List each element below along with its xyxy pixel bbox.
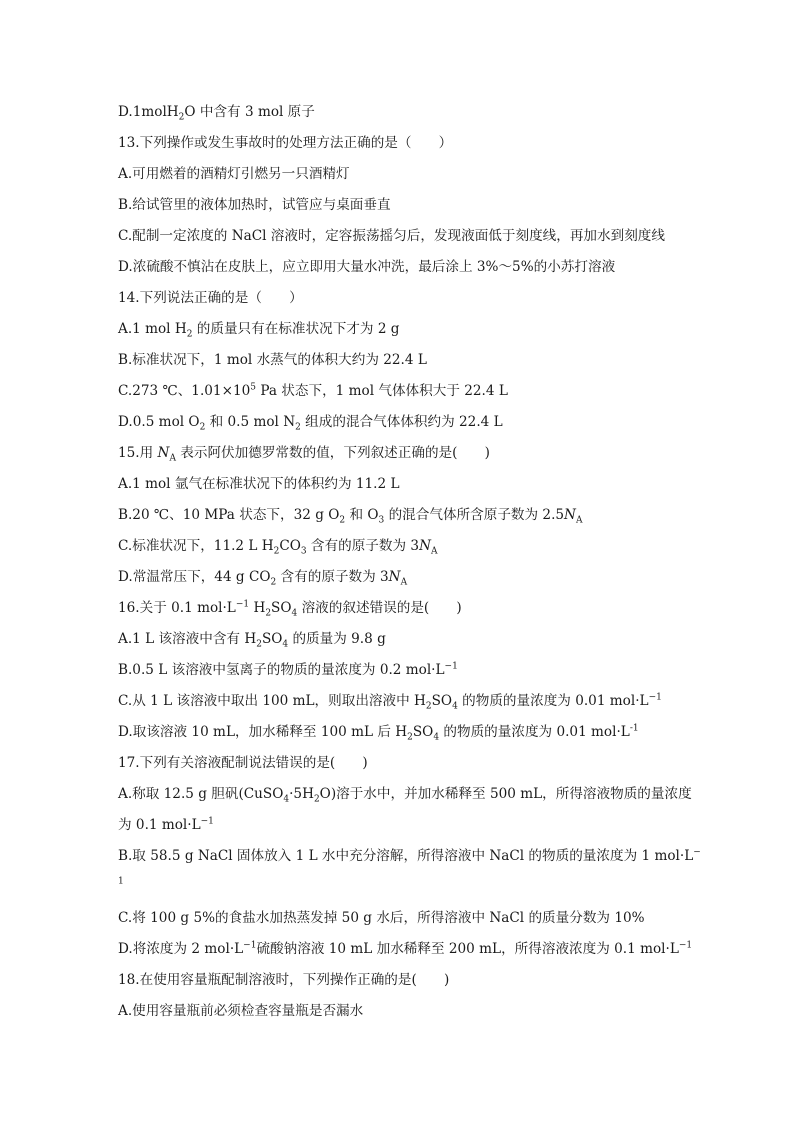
text-line [118, 226, 698, 246]
text-run: 16.关于 0.1 mol·L [118, 600, 236, 616]
text-run: H [249, 600, 266, 616]
text-run: ·5H [289, 786, 314, 802]
text-run: 13.下列操作或发生事故时的处理方法正确的是（ ） [118, 135, 453, 151]
text-run: SO [261, 631, 283, 647]
text-run: B.0.5 L 该溶液中氢离子的物质的量浓度为 0.2 mol·L [118, 662, 445, 678]
text-line [118, 257, 698, 277]
subscript: 2 [270, 577, 277, 588]
subscript: 3 [378, 515, 385, 526]
text-run: D.1molH [118, 104, 179, 120]
subscript: A [169, 453, 176, 464]
text-run: D.浓硫酸不慎沾在皮肤上，应立即用大量水冲洗，最后涂上 3%～5%的小苏打溶液 [118, 259, 616, 275]
superscript: 5 [250, 382, 256, 393]
question-18-stem [118, 970, 698, 990]
text-line [118, 815, 698, 835]
superscript: − [693, 847, 701, 858]
text-run: A.可用燃着的酒精灯引燃另一只酒精灯 [118, 166, 350, 182]
text-line [118, 474, 698, 494]
text-run: 17.下列有关溶液配制说法错误的是( ) [118, 755, 368, 771]
text-run: C.配制一定浓度的 NaCl 溶液时，定容振荡摇匀后，发现液面低于刻度线，再加水到刻度线 [118, 228, 665, 244]
text-run: 和 O [345, 507, 379, 523]
text-run: 的混合气体所含原子数为 2.5 [384, 507, 565, 523]
text-run: 15.用 [118, 445, 158, 461]
text-run: D.0.5 mol O [118, 414, 200, 430]
text-run: 的质量只有在标准状况下才为 2 g [192, 321, 400, 337]
text-line [118, 350, 698, 370]
question-14-stem [118, 288, 698, 308]
text-line [118, 660, 698, 680]
subscript: 4 [291, 608, 298, 619]
text-run: 和 0.5 mol N [205, 414, 296, 430]
text-line [118, 567, 698, 587]
italic-symbol: N [564, 507, 576, 523]
text-run: 表示阿伏加德罗常数的值，下列叙述正确的是( ) [175, 445, 490, 461]
text-run: D.将浓度为 2 mol·L [118, 941, 244, 957]
text-line [118, 195, 698, 215]
subscript: 4 [433, 732, 440, 743]
superscript: −1 [444, 661, 458, 672]
italic-symbol: N [419, 538, 431, 554]
subscript: 2 [339, 515, 346, 526]
text-run: CO [279, 538, 301, 554]
subscript: A [430, 546, 438, 557]
superscript: −1 [648, 692, 662, 703]
text-run: D.常温常压下，44 g CO [118, 569, 271, 585]
text-run: 18.在使用容量瓶配制溶液时，下列操作正确的是( ) [118, 972, 450, 988]
text-run: A.1 mol 氩气在标准状况下的体积约为 11.2 L [118, 476, 400, 492]
text-line [118, 164, 698, 184]
subscript: 3 [300, 546, 307, 557]
text-run: SO [271, 600, 292, 616]
text-line [118, 875, 698, 895]
text-run: D.取该溶液 10 mL，加水稀释至 100 mL 后 H [118, 724, 408, 740]
superscript: 1 [118, 876, 124, 887]
subscript: 2 [313, 794, 320, 805]
text-run: SO [431, 693, 453, 709]
subscript: 2 [273, 546, 280, 557]
subscript: A [575, 515, 583, 526]
text-line [118, 319, 698, 339]
text-line [118, 691, 698, 711]
text-run: B.取 58.5 g NaCl 固体放入 1 L 水中充分溶解，所得溶液中 NaCl 的物质的量浓度为 1 mol·L [118, 848, 694, 864]
subscript: 4 [282, 639, 289, 650]
question-13-stem [118, 133, 698, 153]
subscript: 2 [425, 701, 432, 712]
text-run: B.标准状况下，1 mol 水蒸气的体积大约为 22.4 L [118, 352, 427, 368]
text-run: 的质量为 9.8 g [288, 631, 386, 647]
text-line [118, 629, 698, 649]
text-line [118, 908, 698, 928]
subscript: 4 [452, 701, 458, 712]
text-run: A.使用容量瓶前必须检查容量瓶是否漏水 [118, 1003, 364, 1019]
text-run: C.从 1 L 该溶液中取出 100 mL，则取出溶液中 H [118, 693, 426, 709]
text-line [118, 1001, 698, 1021]
text-line [118, 505, 698, 525]
text-run: A.1 L 该溶液中含有 H [118, 631, 257, 647]
question-15-stem [118, 443, 698, 463]
text-line [118, 536, 698, 556]
superscript: −1 [200, 816, 214, 827]
text-run: 的物质的量浓度为 0.01 mol·L [439, 724, 630, 740]
text-run: A.称取 12.5 g 胆矾(CuSO [118, 786, 284, 802]
text-run: C.273 ℃、1.01×10 [118, 383, 251, 399]
text-line [118, 102, 698, 122]
italic-symbol: N [157, 445, 170, 461]
text-line [118, 939, 698, 959]
subscript: A [400, 577, 408, 588]
text-run: 组成的混合气体体积约为 22.4 L [300, 414, 503, 430]
text-run: 为 0.1 mol·L [118, 817, 201, 833]
subscript: 2 [256, 639, 262, 650]
text-run: C.将 100 g 5%的食盐水加热蒸发掉 50 g 水后，所得溶液中 NaCl 的质量分数为 10% [118, 910, 645, 926]
text-line [118, 412, 698, 432]
text-run: O)溶于水中，并加水稀释至 500 mL，所得溶液物质的量浓度 [319, 786, 692, 802]
text-run: 含有的原子数为 3 [276, 569, 389, 585]
superscript: −1 [678, 940, 693, 951]
text-run: 含有的原子数为 3 [306, 538, 420, 554]
subscript: 2 [199, 422, 206, 433]
text-line [118, 784, 698, 804]
superscript: −1 [235, 599, 250, 610]
text-run: B.给试管里的液体加热时，试管应与桌面垂直 [118, 197, 391, 213]
text-run: 14.下列说法正确的是（ ） [118, 290, 303, 306]
subscript: 2 [407, 732, 413, 743]
subscript: 4 [283, 794, 290, 805]
text-run: O 中含有 3 mol 原子 [184, 104, 315, 120]
text-run: B.20 ℃、10 MPa 状态下，32 g O [118, 507, 340, 523]
text-run: C.标准状况下，11.2 L H [118, 538, 274, 554]
subscript: 2 [265, 608, 272, 619]
text-line [118, 846, 701, 866]
subscript: 2 [295, 422, 301, 433]
question-16-stem [118, 598, 698, 618]
text-run: 溶液的叙述错误的是( ) [297, 600, 462, 616]
superscript: -1 [629, 723, 639, 734]
text-line [118, 381, 698, 401]
subscript: 2 [186, 329, 193, 340]
subscript: 2 [178, 112, 185, 123]
italic-symbol: N [388, 569, 401, 585]
superscript: −1 [243, 940, 257, 951]
text-run: 的物质的量浓度为 0.01 mol·L [457, 693, 649, 709]
text-line [118, 722, 698, 742]
text-run: 硫酸钠溶液 10 mL 加水稀释至 200 mL，所得溶液浓度为 0.1 mol·L [256, 941, 679, 957]
text-run: Pa 状态下，1 mol 气体体积大于 22.4 L [256, 383, 508, 399]
text-run: A.1 mol H [118, 321, 187, 337]
text-run: SO [412, 724, 434, 740]
question-17-stem [118, 753, 698, 773]
